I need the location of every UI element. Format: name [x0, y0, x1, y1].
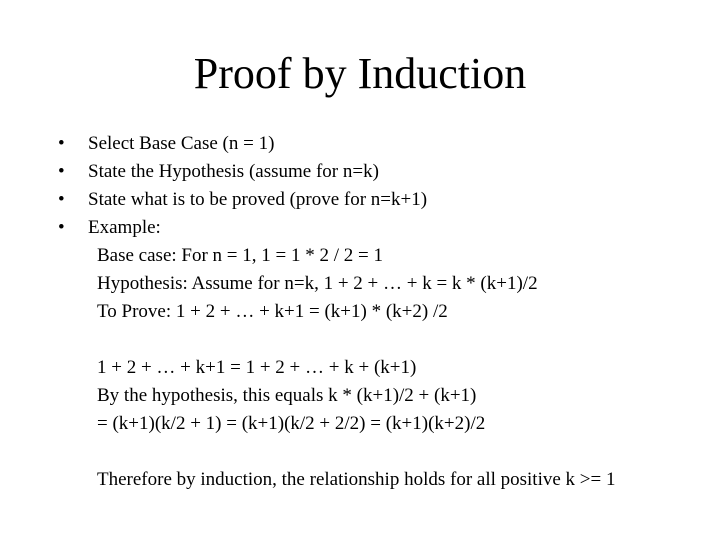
bullet-marker: •	[58, 189, 65, 210]
blank-line	[97, 438, 615, 466]
conclusion-line: Therefore by induction, the relationship holds for all positive k >= 1	[97, 469, 616, 490]
hypothesis-line: Hypothesis: Assume for n=k, 1 + 2 + … + k = k * (k+1)/2	[97, 273, 538, 294]
bullet-text: Select Base Case (n = 1)	[88, 133, 275, 154]
bullet-text: State the Hypothesis (assume for n=k)	[88, 161, 379, 182]
to-prove-line: To Prove: 1 + 2 + … + k+1 = (k+1) * (k+2) /2	[97, 301, 448, 322]
expansion-line: 1 + 2 + … + k+1 = 1 + 2 + … + k + (k+1)	[97, 357, 417, 378]
blank-line	[97, 326, 615, 354]
example-body	[97, 242, 615, 494]
bullet-marker: •	[58, 217, 65, 238]
bullet-text: Example:	[88, 217, 161, 238]
slide-title: Proof by Induction	[193, 49, 527, 98]
bullet-marker: •	[58, 133, 65, 154]
bullet-marker: •	[58, 161, 65, 182]
base-case-line: Base case: For n = 1, 1 = 1 * 2 / 2 = 1	[97, 245, 383, 266]
bullet-text: State what is to be proved (prove for n=k+1)	[88, 189, 428, 210]
simplification-line: = (k+1)(k/2 + 1) = (k+1)(k/2 + 2/2) = (k+1)(k+2)/2	[97, 413, 486, 434]
hypothesis-application-line: By the hypothesis, this equals k * (k+1)/2 + (k+1)	[97, 385, 477, 406]
